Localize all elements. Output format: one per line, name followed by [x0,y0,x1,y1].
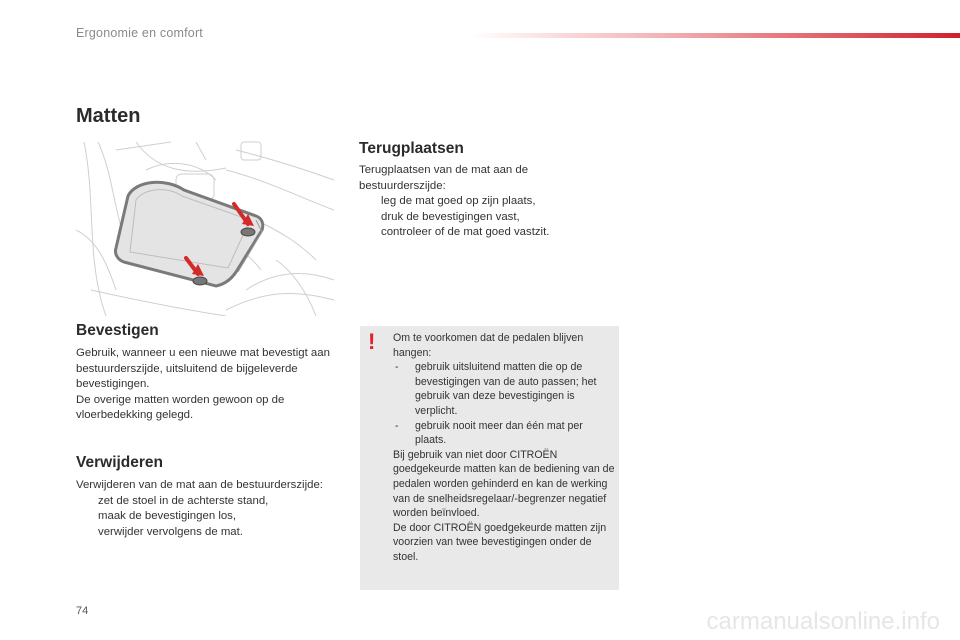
heading-verwijderen: Verwijderen [76,454,164,471]
list-item: leg de mat goed op zijn plaats, [359,194,609,210]
list-item: maak de bevestigingen los, [76,509,341,525]
heading-bevestigen: Bevestigen [76,322,159,339]
dash-glyph: - [395,419,399,432]
list-item: zet de stoel in de achterste stand, [76,494,341,510]
list-item: druk de bevestigingen vast, [359,210,609,226]
warning-paragraph: Bij gebruik van niet door CITROËN goedgekeurde matten kan de bediening van de pedalen worden gehinderd en kan de werking van de snelheidsregelaar/-begrenzer negatief worden beïnvloed. [393,448,615,520]
page-number: 74 [76,605,89,617]
list-item: controleer of de mat goed vastzit. [359,225,609,241]
warning-paragraph: De door CITROËN goedgekeurde matten zijn voorzien van twee bevestigingen onder de stoel. [393,521,607,563]
heading-terugplaatsen: Terugplaatsen [359,140,464,157]
list-item: verwijder vervolgens de mat. [76,525,341,541]
bullet-glyph [359,210,381,226]
list-item: - gebruik nooit meer dan één mat per plaats. [395,419,583,447]
verwijderen-body [76,478,341,540]
warning-intro: Om te voorkomen dat de pedalen blijven hangen: [393,332,584,359]
bevestigen-paragraph: De overige matten worden gewoon op de vloerbedekking gelegd. [76,393,285,422]
verwijderen-intro: Verwijderen van de mat aan de bestuurderszijde: [76,479,323,491]
bullet-glyph [359,225,381,241]
bullet-glyph [76,494,98,510]
bevestigen-paragraph: Gebruik, wanneer u een nieuwe mat bevestigt aan bestuurderszijde, uitsluitend de bijgeleverde bevestigingen. [76,347,330,391]
warning-box [360,326,619,590]
list-item: - gebruik uitsluitend matten die op de bevestigingen van de auto passen; het gebruik van deze bevestigingen is verplicht. [395,361,597,417]
terugplaatsen-intro: Terugplaatsen van de mat aan de bestuurderszijde: [359,164,529,192]
bevestigen-body [76,346,331,424]
header-section-title: Ergonomie en comfort [76,26,203,40]
header-accent-bar [470,33,960,38]
bullet-glyph [359,194,381,210]
warning-exclamation-icon: ! [368,329,376,354]
terugplaatsen-body [359,163,609,241]
bullet-glyph [76,525,98,541]
page-title: Matten [76,105,141,127]
floor-mat-illustration [76,140,336,316]
watermark: carmanualsonline.info [706,608,940,635]
dash-glyph: - [395,361,399,374]
warning-text [393,331,615,565]
bullet-glyph [76,509,98,525]
